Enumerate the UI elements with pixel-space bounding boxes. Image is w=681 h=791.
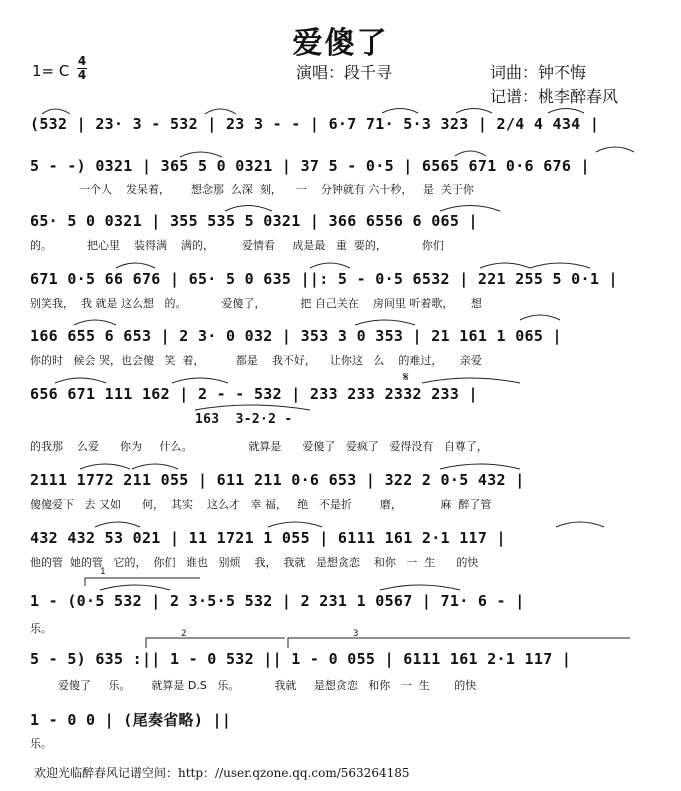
volta-2-bracket [146, 638, 285, 648]
notation-line-9: 1 - (0·5 532 | 2 3·5·5 532 | 2 231 1 0567 | 71· 6 - | [30, 592, 525, 610]
footer-credit: 欢迎光临醉春风记谱空间：http：//user.qzone.qq.com/563264185 [34, 766, 410, 780]
slur [132, 464, 178, 469]
transcriber-credit: 记谱：桃李醉春风 [490, 87, 619, 106]
slur [520, 315, 560, 320]
slur [95, 522, 140, 527]
notation-line-8: 432 432 53 021 | 11 1721 1 055 | 6111 161 2·1 117 | [30, 529, 506, 547]
slur [548, 109, 584, 114]
notation-line-5: 166 655 6 653 | 2 3· 0 032 | 353 3 0 353 | 21 161 1 065 | [30, 327, 562, 345]
slur [100, 585, 170, 590]
lyric-line-3: 的。 把心里 装得满 满的， 爱情看 成是最 重 要的， 你们 [30, 239, 444, 252]
slur [556, 522, 604, 527]
notation-line-1: (532 | 23· 3 - 532 | 23 3 - - | 6·7 71· 5·3 323 | 2/4 4 434 | [30, 115, 600, 133]
time-signature-top: 4 [77, 54, 87, 68]
lyric-line-11: 乐。 [30, 737, 52, 750]
slur [380, 585, 460, 590]
lyric-line-7: 傻傻爱下 去 又如 何， 其实 这么才 幸 福， 绝 不是折 磨， 麻 醉了管 [30, 498, 492, 511]
slur [480, 263, 530, 268]
slur [596, 147, 634, 152]
slur [205, 109, 236, 114]
slur [355, 320, 415, 325]
slur [172, 378, 228, 383]
slur [116, 263, 155, 268]
volta-3-bracket [288, 638, 630, 648]
lyric-line-8: 他的管 她的管 它的， 你们 谁也 别烦 我， 我就 是想贪恋 和你 一 生 的快 [30, 556, 479, 569]
lyric-line-6: 的我那 么爱 你为 什么。 就算是 爱傻了 爱疯了 爱得没有 自尊了， [30, 440, 488, 453]
slur [42, 109, 70, 114]
lyric-line-5: 你的时 候会 哭，也会傻 笑 着， 都是 我不好， 让你这 么 的难过， 亲爱 [30, 354, 482, 367]
singer-credit: 演唱：段千寻 [296, 63, 393, 82]
slur [310, 263, 350, 268]
segno-sign: 𝄋 [403, 370, 409, 385]
sub-notation: 163 3-2·2 - [195, 412, 293, 427]
notation-line-11: 1 - 0 0 | (尾奏省略) || [30, 711, 232, 729]
time-signature [77, 56, 87, 81]
song-title: 爱傻了 [292, 26, 389, 61]
slur [74, 320, 116, 325]
slur [456, 109, 492, 114]
slur [530, 263, 590, 268]
lyric-line-10: 爱傻了 乐。 就算是 D.S 乐。 我就 是想贪恋 和你 一 生 的快 [30, 679, 477, 692]
notation-line-7: 2111 1772 211 055 | 611 211 0·6 653 | 322 2 0·5 432 | [30, 471, 525, 489]
slur [225, 206, 272, 212]
slur [55, 378, 106, 383]
slur [268, 522, 322, 527]
slur [195, 405, 310, 410]
notation-line-2: 5 - -) 0321 | 365 5 0 0321 | 37 5 - 0·5 | 6565 671 0·6 676 | [30, 157, 590, 175]
slur [440, 464, 520, 469]
lyric-line-2: 一个人 发呆着， 想念那 么深 刻， 一 分钟就有 六十秒， 是 关于你 [30, 183, 474, 196]
volta-3-number: 3 [353, 629, 359, 639]
slur [455, 151, 486, 156]
notation-line-3: 65· 5 0 0321 | 355 535 5 0321 | 366 6556 6 065 | [30, 212, 478, 230]
volta-2-number: 2 [181, 629, 187, 639]
slur [382, 109, 418, 114]
volta-1-number: 1 [100, 567, 106, 577]
lyric-line-9: 乐。 [30, 622, 52, 635]
slur [422, 378, 520, 383]
time-signature-bottom: 4 [77, 68, 87, 82]
slur [80, 464, 130, 469]
notation-line-4: 671 0·5 66 676 | 65· 5 0 635 ||: 5 - 0·5 6532 | 221 255 5 0·1 | [30, 270, 618, 288]
volta-1-bracket [85, 578, 200, 586]
lyric-line-4: 别笑我， 我 就是 这么想 的。 爱傻了， 把 自己关在 房间里 听着歌， 想 [30, 297, 482, 310]
notation-line-10: 5 - 5) 635 :|| 1 - 0 532 || 1 - 0 055 | 6111 161 2·1 117 | [30, 650, 572, 668]
key-signature: 1= C [32, 62, 70, 80]
slur [440, 206, 500, 212]
notation-line-6: 656 671 111 162 | 2 - - 532 | 233 233 2332 233 | [30, 385, 478, 403]
composer-credit: 词曲：钟不悔 [490, 63, 587, 82]
